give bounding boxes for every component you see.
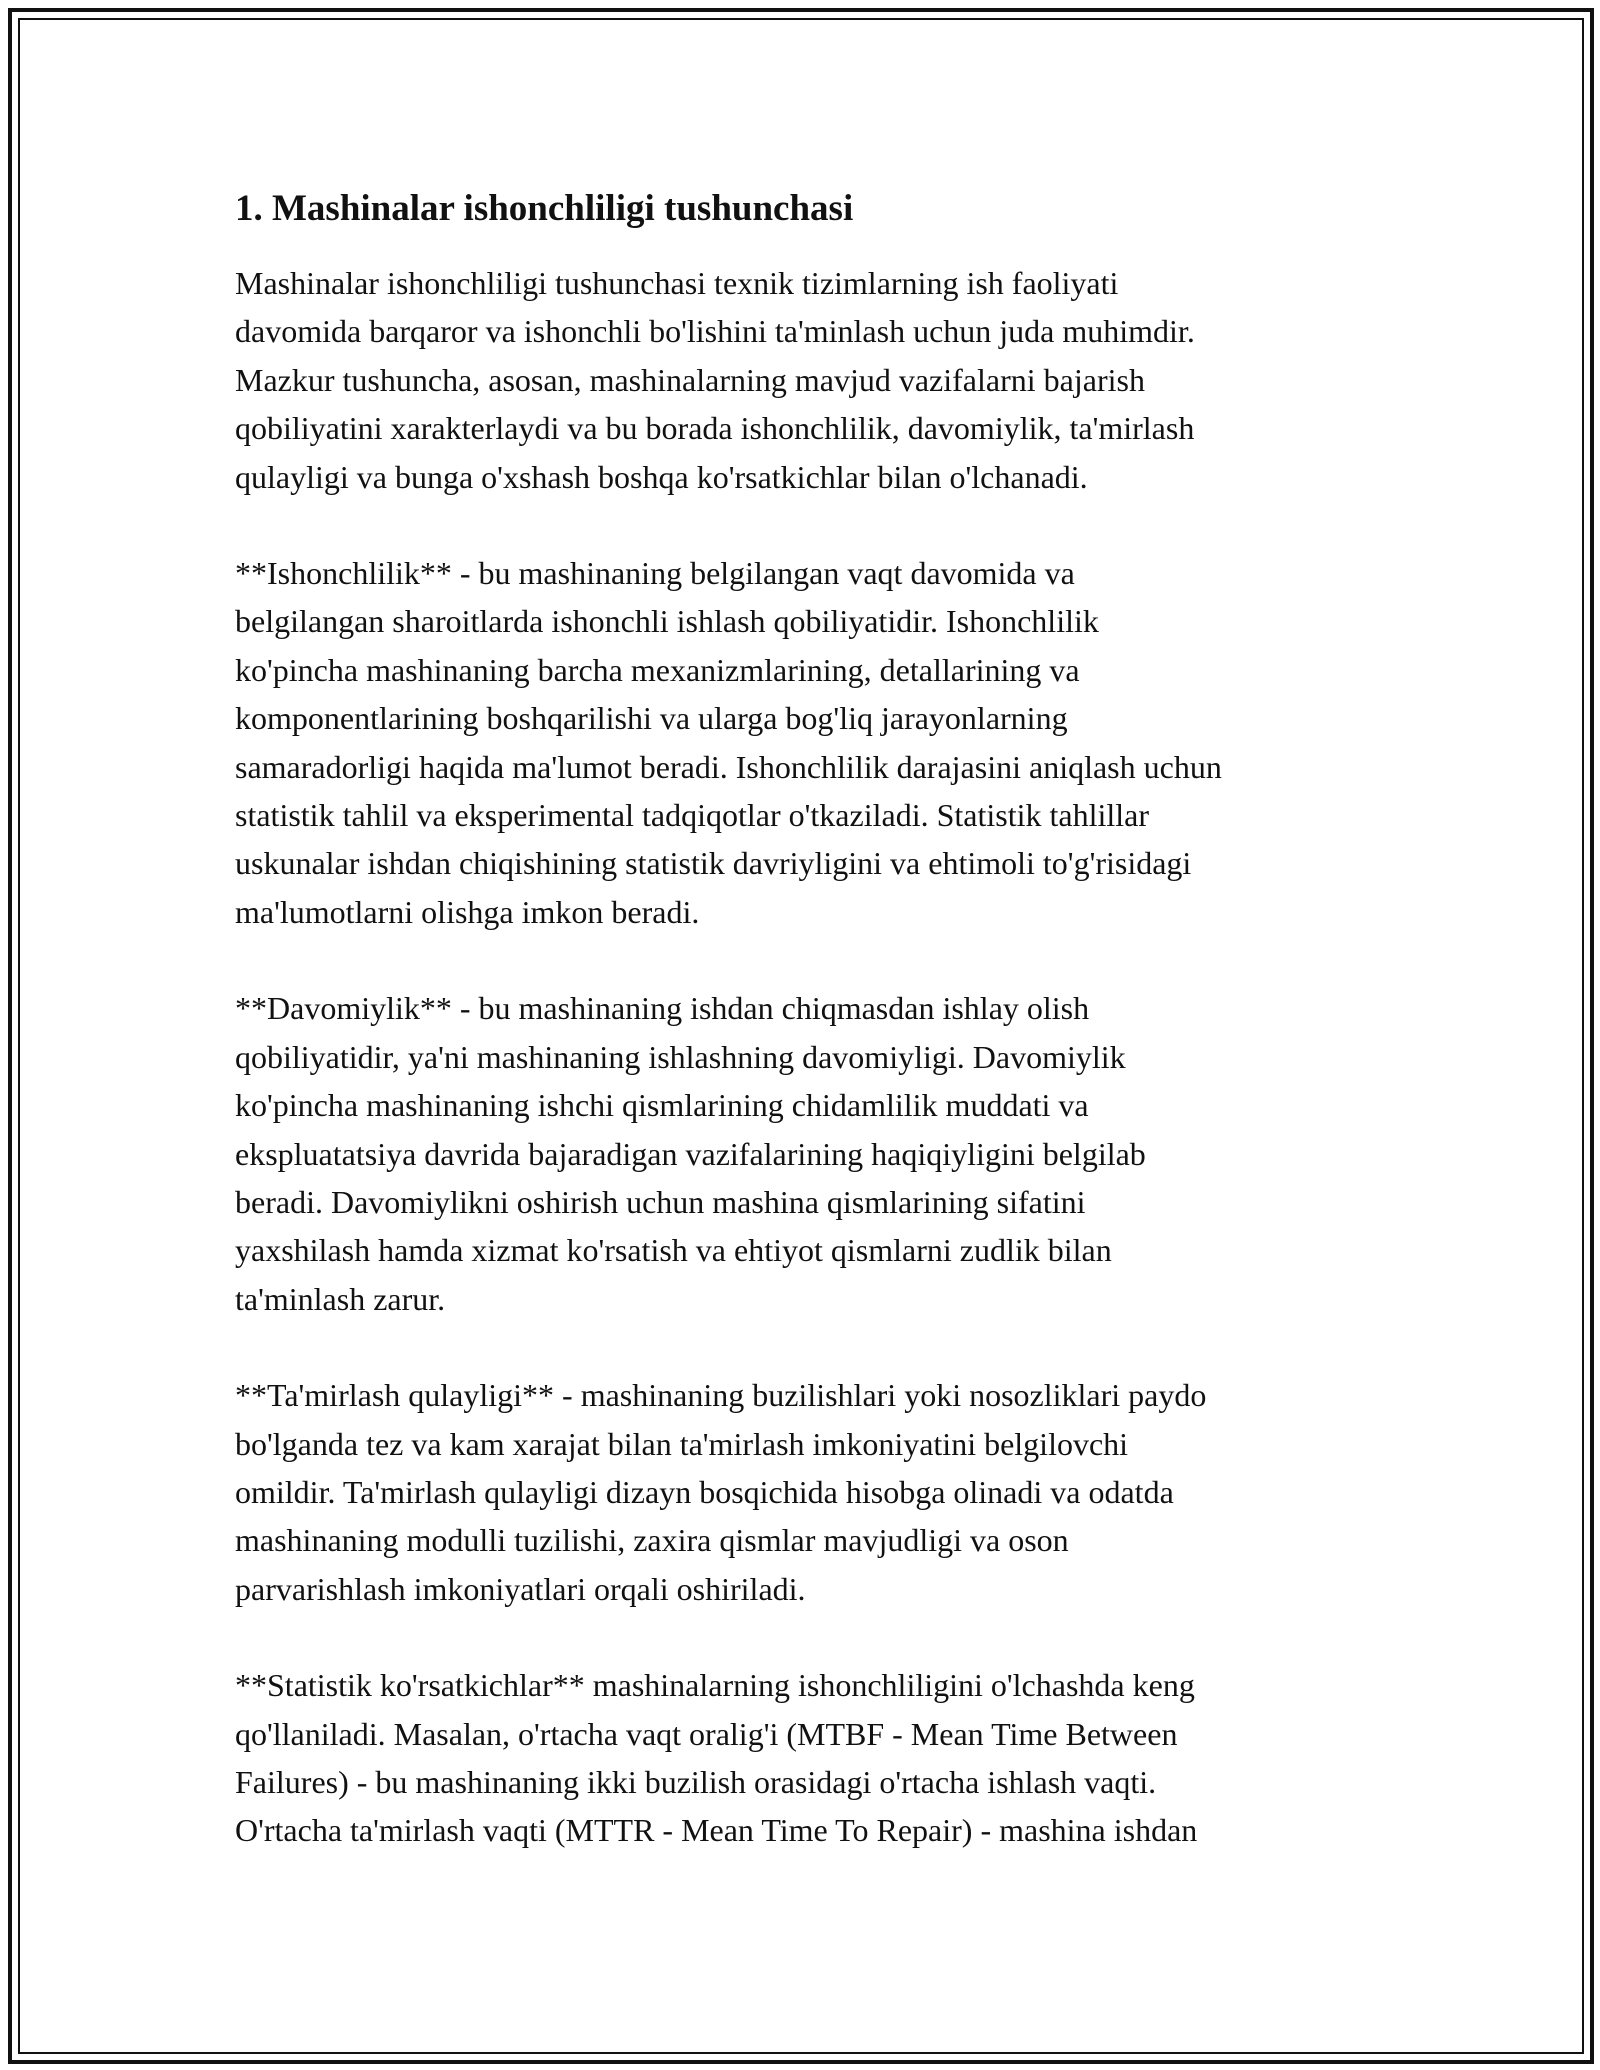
text-line: **Ta'mirlash qulayligi** - mashinaning buzilishlari yoki nosozliklari paydo [235,1377,1207,1414]
intro-paragraph [235,259,1375,501]
text-line: ko'pincha mashinaning ishchi qismlarining chidamlilik muddati va [235,1087,1089,1124]
text-line: belgilangan sharoitlarda ishonchli ishlash qobiliyatidir. Ishonchlilik [235,603,1099,640]
document-body [235,185,1375,1855]
maintainability-paragraph [235,1371,1375,1613]
text-line: ekspluatatsiya davrida bajaradigan vazifalarining haqiqiyligini belgilab [235,1135,1146,1172]
text-line: ta'minlash zarur. [235,1280,446,1317]
text-line: Failures) - bu mashinaning ikki buzilish orasidagi o'rtacha ishlash vaqti. [235,1763,1157,1800]
text-line: omildir. Ta'mirlash qulayligi dizayn bosqichida hisobga olinadi va odatda [235,1473,1174,1510]
text-line: **Ishonchlilik** - bu mashinaning belgilangan vaqt davomida va [235,555,1075,592]
text-line: ko'pincha mashinaning barcha mexanizmlarining, detallarining va [235,651,1080,688]
text-line: Mazkur tushuncha, asosan, mashinalarning mavjud vazifalarni bajarish [235,361,1145,398]
text-line: statistik tahlil va eksperimental tadqiqotlar o'tkaziladi. Statistik tahlillar [235,797,1149,834]
text-line: **Davomiylik** - bu mashinaning ishdan chiqmasdan ishlay olish [235,990,1090,1027]
text-line: yaxshilash hamda xizmat ko'rsatish va ehtiyot qismlarni zudlik bilan [235,1232,1112,1269]
text-line: ma'lumotlarni olishga imkon beradi. [235,893,700,930]
text-line: O'rtacha ta'mirlash vaqti (MTTR - Mean Time To Repair) - mashina ishdan [235,1812,1198,1849]
text-line: bo'lganda tez va kam xarajat bilan ta'mirlash imkoniyatini belgilovchi [235,1425,1129,1462]
text-line: qobiliyatini xarakterlaydi va bu borada ishonchlilik, davomiylik, ta'mirlash [235,410,1195,447]
text-line: uskunalar ishdan chiqishining statistik davriyligini va ehtimoli to'g'risidagi [235,845,1192,882]
section-heading: 1. Mashinalar ishonchliligi tushunchasi [235,188,854,229]
text-line: **Statistik ko'rsatkichlar** mashinalarning ishonchliligini o'lchashda keng [235,1667,1195,1704]
text-line: komponentlarining boshqarilishi va ularga bog'liq jarayonlarning [235,700,1068,737]
text-line: beradi. Davomiylikni oshirish uchun mashina qismlarining sifatini [235,1183,1086,1220]
text-line: qulayligi va bunga o'xshash boshqa ko'rsatkichlar bilan o'lchanadi. [235,458,1088,495]
text-line: qo'llaniladi. Masalan, o'rtacha vaqt oralig'i (MTBF - Mean Time Between [235,1715,1178,1752]
text-line: mashinaning modulli tuzilishi, zaxira qismlar mavjudligi va oson [235,1522,1069,1559]
reliability-paragraph [235,549,1375,936]
text-line: davomida barqaror va ishonchli bo'lishini ta'minlash uchun juda muhimdir. [235,313,1195,350]
text-line: qobiliyatidir, ya'ni mashinaning ishlashning davomiyligi. Davomiylik [235,1038,1126,1075]
text-line: samaradorligi haqida ma'lumot beradi. Ishonchlilik darajasini aniqlash uchun [235,748,1222,785]
statistics-paragraph [235,1661,1375,1855]
text-line: Mashinalar ishonchliligi tushunchasi texnik tizimlarning ish faoliyati [235,265,1119,301]
text-line: parvarishlash imkoniyatlari orqali oshiriladi. [235,1570,806,1607]
durability-paragraph [235,984,1375,1323]
